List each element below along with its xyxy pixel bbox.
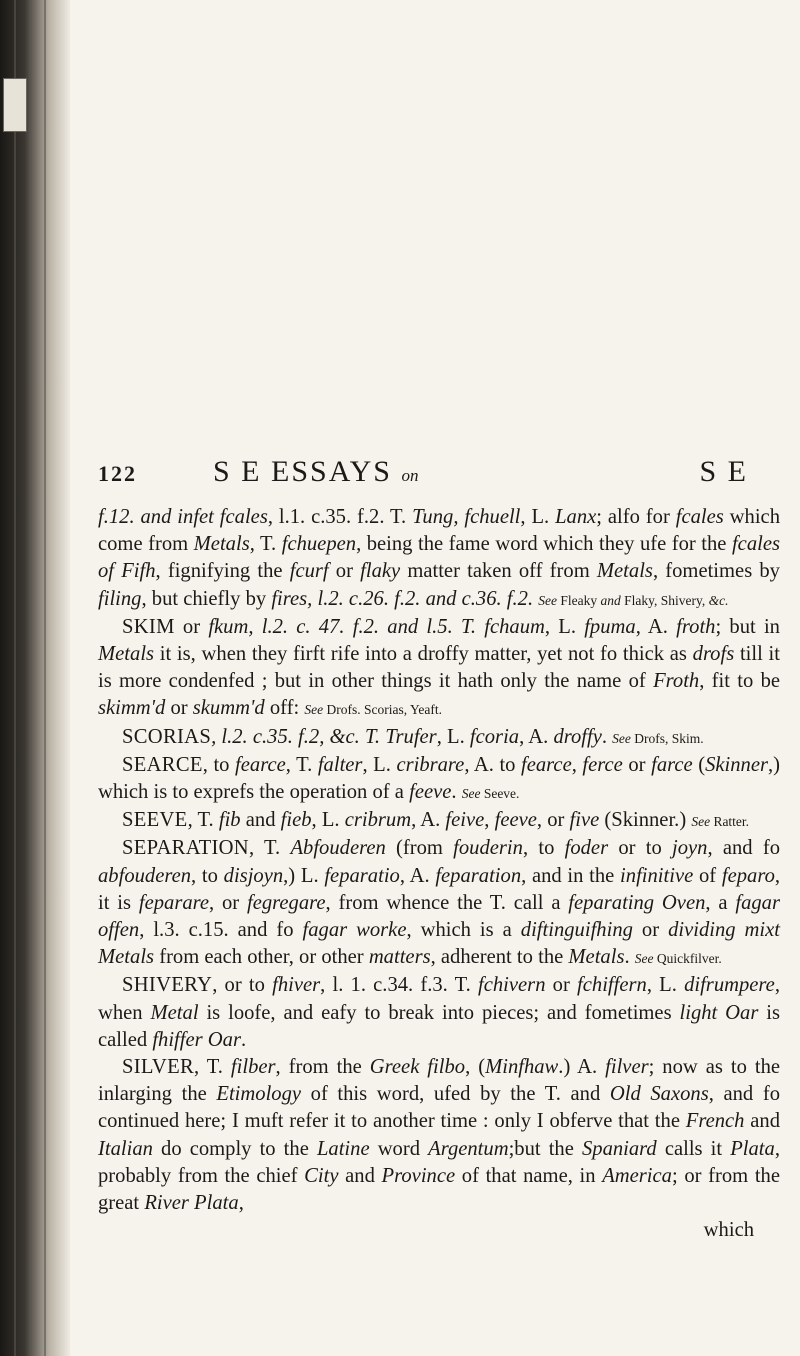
binding-stripe xyxy=(29,0,31,1356)
running-title-right: S E xyxy=(699,455,748,488)
page-number: 122 xyxy=(98,461,137,486)
headword: SHIVERY xyxy=(122,974,213,997)
page-binding-shadow xyxy=(0,0,70,1356)
entry-separation: SEPARATION, T. Abfouderen (from fouderin, to foder or to joyn, and fo abfouderen, to disjoyn,) L. feparatio, A. feparation, and in the infinitive of feparo, it is feparare, or fegregare, from whence the T. call a feparating Oven, a fagar offen, l.3. c.15. and fo fagar worke, which is a diftinguifhing or dividing mixt Metals from each other, or other matters, adherent to the Metals. See Quickfilver. xyxy=(98,837,781,969)
binding-stripe xyxy=(44,0,46,1356)
catchword: which xyxy=(703,1219,754,1242)
headword: SCORIAS xyxy=(122,725,212,748)
dictionary-text xyxy=(98,504,780,1344)
entry-scorias: SCORIAS, l.2. c.35. f.2, &c. T. Trufer, L. fcoria, A. droffy. See Drofs, Skim. xyxy=(122,725,704,748)
binding-stripe xyxy=(14,0,16,1356)
entry-continuation: f.12. and infet fcales, l.1. c.35. f.2. T. Tung, fchuell, L. Lanx; alfo for fcales which come from Metals, T. fchuepen, being the fame word which they ufe for the fcales of Fifh, fignifying the fcurf or flaky matter taken off from Metals, fometimes by filing, but chiefly by fires, l.2. c.26. f.2. and c.36. f.2. See Fleaky and Flaky, Shivery, &c. xyxy=(98,506,780,610)
running-head xyxy=(98,455,778,495)
running-title: S E ESSAYS on xyxy=(213,455,419,488)
entry-searce: SEARCE, to fearce, T. falter, L. cribrare, A. to fearce, ferce or farce (Skinner,) which is to exprefs the operation of a feeve. See Seeve. xyxy=(98,753,781,804)
entry-skim: SKIM or fkum, l.2. c. 47. f.2. and l.5. T. fchaum, L. fpuma, A. froth; but in Metals it is, when they firft rife into a droffy matter, yet not fo thick as drofs till it is more condenfed ; but in other things it hath only the name of Froth, fit to be skimm'd or skumm'd off: See Drofs. Scorias, Yeaft. xyxy=(98,615,781,720)
headword: SEEVE xyxy=(122,809,188,832)
headword: SEPARATION xyxy=(122,837,249,860)
headword: SEARCE xyxy=(122,753,203,776)
page-tab-marker xyxy=(3,78,27,132)
entry-seeve: SEEVE, T. fib and fieb, L. cribrum, A. feive, feeve, or five (Skinner.) See Ratter. xyxy=(122,809,750,832)
entry-shivery: SHIVERY, or to fhiver, l. 1. c.34. f.3. T. fchivern or fchiffern, L. difrumpere, when Metal is loofe, and eafy to break into pieces; and fometimes light Oar is called fhiffer Oar. xyxy=(98,974,780,1051)
headword: SKIM xyxy=(122,615,175,638)
entry-silver: SILVER, T. filber, from the Greek filbo, (Minfhaw.) A. filver; now as to the inlarging the Etimology of this word, ufed by the T. and Old Saxons, and fo continued here; I muft refer it to another time : only I obferve that the French and Italian do comply to the Latine word Argentum;but the Spaniard calls it Plata, probably from the chief City and Province of that name, in America; or from the great River Plata, xyxy=(98,1056,781,1215)
headword: SILVER xyxy=(122,1056,194,1079)
